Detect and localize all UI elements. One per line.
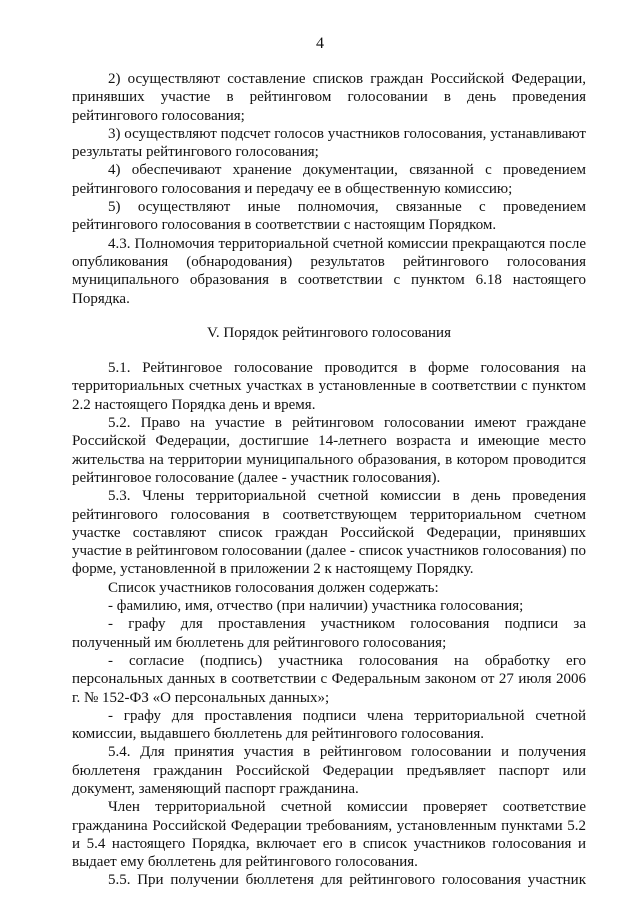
paragraph: 5.2. Право на участие в рейтинговом голосовании имеют граждане Российской Федерации, достигшие 14-летнего возраста и имеющие место жительства на территории муниципального образования, в котором проводится рейтинговое голосование (далее - участник голосования). [72, 415, 586, 486]
paragraph: 5) осуществляют иные полномочия, связанные с проведением рейтингового голосования в соответствии с настоящим Порядком. [72, 199, 586, 234]
paragraph: 5.4. Для принятия участия в рейтинговом голосовании и получения бюллетеня гражданин Российской Федерации предъявляет паспорт или документ, заменяющий паспорт гражданина. [72, 744, 586, 797]
paragraph: 4.3. Полномочия территориальной счетной комиссии прекращаются после опубликования (обнародования) результатов рейтингового голосования муниципального образования в соответствии с пунктом 6.18 настоящего Порядка. [72, 235, 586, 307]
paragraph: Член территориальной счетной комиссии проверяет соответствие гражданина Российской Федерации требованиям, установленным пунктами 5.2 и 5.4 настоящего Порядка, включает его в список участников голосования и выдает ему бюллетень для рейтингового голосования. [72, 799, 586, 871]
paragraph: 2) осуществляют составление списков граждан Российской Федерации, принявших участие в рейтинговом голосовании в день проведения рейтингового голосования; [72, 71, 586, 124]
list-item: - фамилию, имя, отчество (при наличии) участника голосования; [108, 598, 524, 615]
paragraph: 4) обеспечивают хранение документации, связанной с проведением рейтингового голосования и передачу ее в общественную комиссию; [72, 162, 586, 197]
list-item: - графу для проставления подписи члена территориальной счетной комиссии, выдавшего бюллетень для рейтингового голосования. [72, 707, 586, 743]
paragraph: 3) осуществляют подсчет голосов участников голосования, устанавливают результаты рейтингового голосования; [72, 125, 586, 161]
paragraph: 5.3. Члены территориальной счетной комиссии в день проведения рейтингового голосования в соответствующем территориальном счетном участке составляют список граждан Российской Федерации, принявших участие в рейтинговом голосовании (далее - список участников голосования) по форме, установленной в приложении 2 к настоящему Порядку. [72, 488, 586, 578]
list-item: - графу для проставления участником голосования подписи за полученный им бюллетень для рейтингового голосования; [72, 616, 586, 651]
page-content [72, 70, 586, 890]
paragraph: 5.5. При получении бюллетеня для рейтингового голосования участник [108, 872, 586, 889]
section-heading: V. Порядок рейтингового голосования [207, 324, 451, 341]
page-number: 4 [316, 35, 324, 52]
paragraph: 5.1. Рейтинговое голосование проводится в форме голосования на территориальных счетных участках в установленные в соответствии с пунктом 2.2 настоящего Порядка день и время. [72, 360, 586, 413]
list-item: - согласие (подпись) участника голосования на обработку его персональных данных в соответствии с Федеральным законом от 27 июля 2006 г. № 152-ФЗ «О персональных данных»; [72, 652, 586, 706]
paragraph: Список участников голосования должен содержать: [108, 579, 439, 596]
